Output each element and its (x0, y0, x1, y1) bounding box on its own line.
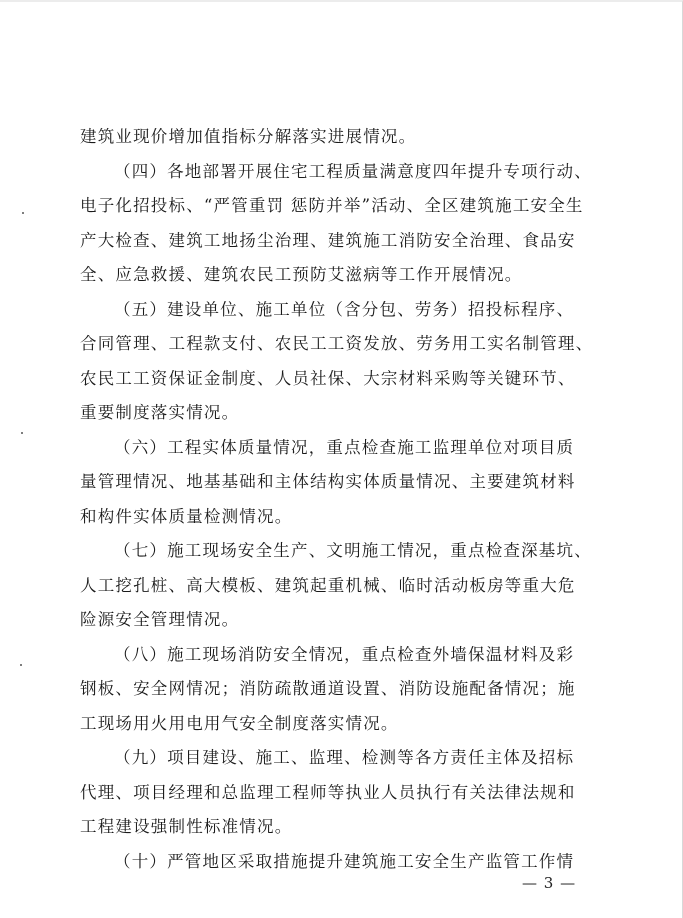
text-line: 和构件实体质量检测情况。 (80, 506, 293, 526)
paragraph-6-start: （六）工程实体质量情况，重点检查施工监理单位对项目质 (114, 437, 575, 457)
text-line: 代理、项目经理和总监理工程师等执业人员执行有关法律法规和 (80, 782, 576, 802)
scan-speck (22, 212, 24, 214)
scan-speck (21, 432, 23, 434)
paragraph-7-start: （七）施工现场安全生产、文明施工情况，重点检查深基坑、 (114, 541, 592, 560)
text-line: 险源安全管理情况。 (80, 610, 240, 629)
paragraph-10-start: （十）严管地区采取措施提升建筑施工安全生产监管工作情 (114, 851, 575, 871)
text-line: 量管理情况、地基基础和主体结构实体质量情况、主要建筑材料 (80, 472, 576, 491)
text-line: 全、应急救援、建筑农民工预防艾滋病等工作开展情况。 (80, 265, 523, 284)
paragraph-5-start: （五）建设单位、施工单位（含分包、劳务）招投标程序、 (114, 299, 575, 319)
paragraph-9-start: （九）项目建设、施工、监理、检测等各方责任主体及招标 (114, 748, 575, 767)
text-line: 人工挖孔桩、高大模板、建筑起重机械、临时活动板房等重大危 (80, 575, 576, 595)
scan-speck (20, 664, 22, 666)
text-line: 合同管理、工程款支付、农民工工资发放、劳务用工实名制管理、 (80, 334, 594, 353)
text-line: 钢板、安全网情况；消防疏散通道设置、消防设施配备情况；施 (80, 679, 576, 698)
paragraph-8-start: （八）施工现场消防安全情况，重点检查外墙保温材料及彩 (114, 644, 575, 664)
text-line: 建筑业现价增加值指标分解落实进展情况。 (80, 127, 417, 146)
page-number: — 3 — (522, 874, 577, 892)
text-line: 工程建设强制性标准情况。 (80, 817, 293, 836)
text-line: 重要制度落实情况。 (80, 403, 240, 422)
paragraph-4-start: （四）各地部署开展住宅工程质量满意度四年提升专项行动、 (114, 161, 592, 181)
text-line: 农民工工资保证金制度、人员社保、大宗材料采购等关键环节、 (80, 368, 576, 388)
text-line: 电子化招投标、“严管重罚 惩防并举”活动、全区建筑施工安全生 (80, 196, 584, 215)
text-line: 产大检查、建筑工地扬尘治理、建筑施工消防安全治理、食品安 (80, 230, 576, 250)
document-body (80, 120, 600, 879)
text-line: 工现场用火用电用气安全制度落实情况。 (80, 713, 399, 733)
